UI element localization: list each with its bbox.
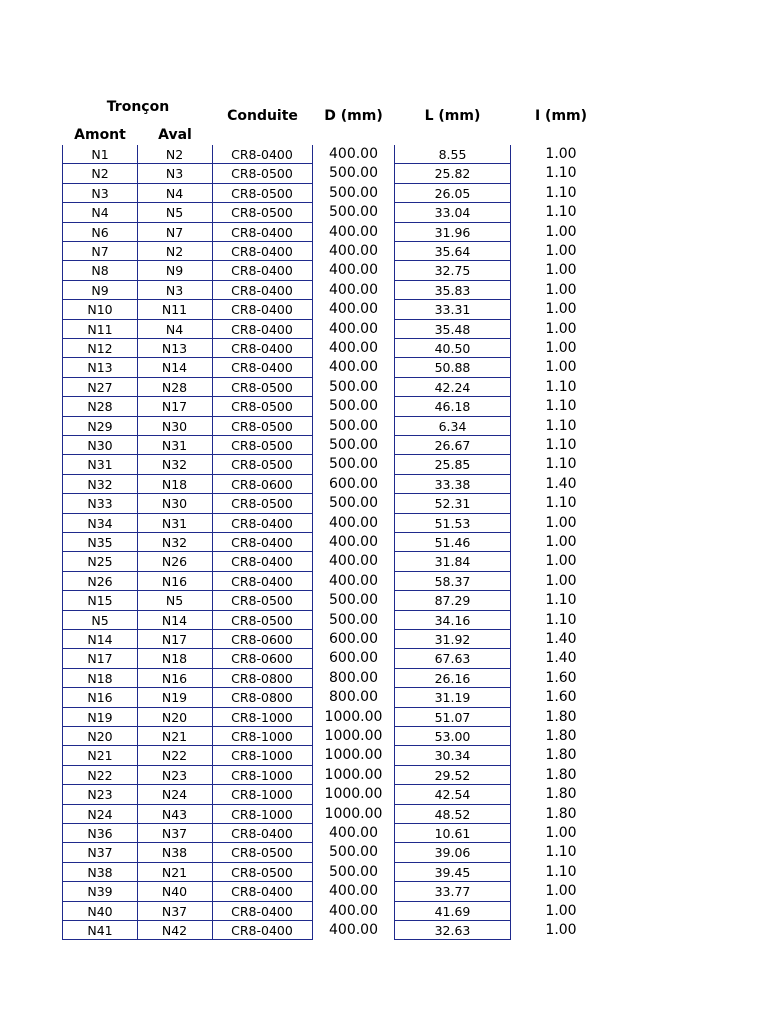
cell-aval: N28 (137, 378, 213, 397)
cell-amont: N32 (62, 475, 138, 494)
cell-l: 35.48 (394, 320, 511, 339)
cell-l: 46.18 (394, 397, 511, 416)
cell-l: 42.54 (394, 785, 511, 804)
cell-i: 1.40 (545, 631, 577, 647)
cell-l: 25.85 (394, 455, 511, 474)
cell-conduite: CR8-0400 (212, 242, 313, 261)
cell-aval: N18 (137, 649, 213, 668)
cell-aval: N4 (137, 320, 213, 339)
header-aval: Aval (158, 127, 192, 143)
cell-amont: N10 (62, 300, 138, 319)
cell-amont: N34 (62, 514, 138, 533)
cell-i: 1.00 (545, 534, 577, 550)
cell-d: 400.00 (329, 922, 378, 938)
header-l: L (mm) (424, 108, 481, 124)
table-row (0, 417, 768, 436)
cell-l: 42.24 (394, 378, 511, 397)
cell-i: 1.80 (545, 747, 577, 764)
table-row (0, 921, 768, 940)
cell-i: 1.00 (545, 553, 577, 570)
header-troncon: Tronçon (106, 99, 170, 115)
cell-conduite: CR8-0400 (212, 223, 313, 242)
cell-i: 1.80 (545, 708, 577, 725)
table-row (0, 863, 768, 882)
cell-amont: N31 (62, 455, 138, 474)
cell-conduite: CR8-0500 (212, 164, 313, 183)
cell-i: 1.80 (545, 805, 577, 822)
cell-l: 26.67 (394, 436, 511, 455)
cell-d: 400.00 (329, 320, 378, 337)
cell-conduite: CR8-1000 (212, 727, 313, 746)
cell-d: 500.00 (329, 165, 378, 182)
cell-aval: N38 (137, 843, 213, 862)
table-row (0, 494, 768, 513)
cell-d: 500.00 (329, 437, 378, 453)
cell-i: 1.10 (545, 204, 577, 221)
cell-l: 67.63 (394, 649, 511, 668)
cell-conduite: CR8-0500 (212, 843, 313, 862)
cell-d: 500.00 (329, 592, 378, 609)
cell-amont: N17 (62, 649, 138, 668)
cell-l: 48.52 (394, 805, 511, 824)
cell-aval: N22 (137, 746, 213, 765)
cell-amont: N3 (62, 184, 138, 203)
cell-l: 33.38 (394, 475, 511, 494)
header-conduite: Conduite (227, 108, 298, 124)
table-row (0, 824, 768, 843)
cell-i: 1.00 (545, 320, 577, 337)
cell-i: 1.00 (545, 825, 577, 841)
cell-d: 500.00 (329, 378, 378, 395)
cell-d: 500.00 (329, 456, 378, 473)
cell-amont: N40 (62, 902, 138, 921)
cell-d: 400.00 (329, 340, 378, 356)
cell-conduite: CR8-1000 (212, 746, 313, 765)
cell-l: 40.50 (394, 339, 511, 358)
cell-d: 800.00 (329, 689, 378, 706)
cell-d: 400.00 (329, 359, 378, 376)
cell-d: 400.00 (329, 553, 378, 570)
cell-i: 1.40 (545, 650, 577, 667)
cell-aval: N37 (137, 902, 213, 921)
cell-aval: N23 (137, 766, 213, 785)
cell-d: 500.00 (329, 417, 378, 434)
cell-i: 1.10 (545, 592, 577, 609)
table-row (0, 843, 768, 862)
cell-amont: N9 (62, 281, 138, 300)
cell-i: 1.60 (545, 669, 577, 686)
cell-amont: N24 (62, 805, 138, 824)
cell-i: 1.10 (545, 495, 577, 512)
table-row (0, 261, 768, 280)
cell-aval: N14 (137, 611, 213, 630)
cell-l: 31.84 (394, 552, 511, 571)
cell-l: 29.52 (394, 766, 511, 785)
cell-amont: N41 (62, 921, 138, 940)
table-row (0, 688, 768, 707)
cell-l: 33.77 (394, 882, 511, 901)
cell-d: 500.00 (329, 495, 378, 512)
table-row (0, 223, 768, 242)
cell-amont: N11 (62, 320, 138, 339)
cell-i: 1.00 (545, 340, 577, 356)
cell-l: 10.61 (394, 824, 511, 843)
cell-aval: N32 (137, 533, 213, 552)
cell-aval: N40 (137, 882, 213, 901)
cell-l: 26.16 (394, 669, 511, 688)
cell-i: 1.10 (545, 611, 577, 628)
header-i: I (mm) (534, 108, 588, 124)
cell-d: 1000.00 (324, 728, 383, 744)
cell-conduite: CR8-0500 (212, 378, 313, 397)
cell-d: 600.00 (329, 631, 378, 647)
cell-conduite: CR8-0400 (212, 882, 313, 901)
table-row (0, 902, 768, 921)
table-row (0, 805, 768, 824)
cell-amont: N22 (62, 766, 138, 785)
cell-d: 1000.00 (324, 747, 383, 764)
cell-l: 58.37 (394, 572, 511, 591)
cell-l: 51.46 (394, 533, 511, 552)
cell-d: 400.00 (329, 281, 378, 298)
cell-l: 31.19 (394, 688, 511, 707)
cell-d: 400.00 (329, 301, 378, 318)
cell-aval: N13 (137, 339, 213, 358)
cell-i: 1.00 (545, 262, 577, 279)
cell-aval: N11 (137, 300, 213, 319)
cell-amont: N29 (62, 417, 138, 436)
cell-conduite: CR8-1000 (212, 708, 313, 727)
cell-aval: N3 (137, 281, 213, 300)
cell-amont: N13 (62, 358, 138, 377)
cell-d: 1000.00 (324, 786, 383, 803)
cell-d: 400.00 (329, 514, 378, 531)
table-row (0, 242, 768, 261)
cell-d: 500.00 (329, 611, 378, 628)
cell-d: 400.00 (329, 146, 378, 162)
cell-conduite: CR8-0400 (212, 320, 313, 339)
cell-amont: N8 (62, 261, 138, 280)
cell-l: 30.34 (394, 746, 511, 765)
table-row (0, 533, 768, 552)
cell-l: 31.92 (394, 630, 511, 649)
cell-amont: N38 (62, 863, 138, 882)
cell-d: 400.00 (329, 243, 378, 259)
cell-l: 35.83 (394, 281, 511, 300)
cell-amont: N12 (62, 339, 138, 358)
cell-amont: N39 (62, 882, 138, 901)
table-row (0, 669, 768, 688)
table-row (0, 320, 768, 339)
cell-i: 1.10 (545, 184, 577, 201)
cell-conduite: CR8-0500 (212, 184, 313, 203)
cell-conduite: CR8-0800 (212, 688, 313, 707)
cell-i: 1.00 (545, 146, 577, 162)
cell-conduite: CR8-0400 (212, 552, 313, 571)
table-row (0, 708, 768, 727)
cell-d: 600.00 (329, 650, 378, 667)
table-row (0, 572, 768, 591)
cell-aval: N32 (137, 455, 213, 474)
cell-amont: N1 (62, 145, 138, 164)
cell-l: 41.69 (394, 902, 511, 921)
cell-amont: N37 (62, 843, 138, 862)
cell-conduite: CR8-0400 (212, 514, 313, 533)
cell-aval: N30 (137, 417, 213, 436)
table-row (0, 164, 768, 183)
table-row (0, 145, 768, 164)
cell-i: 1.00 (545, 514, 577, 531)
cell-conduite: CR8-0500 (212, 591, 313, 610)
cell-aval: N21 (137, 727, 213, 746)
cell-i: 1.00 (545, 902, 577, 919)
cell-l: 53.00 (394, 727, 511, 746)
cell-d: 400.00 (329, 902, 378, 919)
cell-l: 32.63 (394, 921, 511, 940)
cell-l: 34.16 (394, 611, 511, 630)
cell-d: 500.00 (329, 184, 378, 201)
header-amont: Amont (74, 127, 126, 143)
cell-aval: N20 (137, 708, 213, 727)
cell-aval: N18 (137, 475, 213, 494)
cell-amont: N20 (62, 727, 138, 746)
cell-amont: N30 (62, 436, 138, 455)
cell-aval: N43 (137, 805, 213, 824)
cell-aval: N31 (137, 436, 213, 455)
cell-l: 6.34 (394, 417, 511, 436)
cell-amont: N33 (62, 494, 138, 513)
cell-conduite: CR8-0400 (212, 572, 313, 591)
cell-i: 1.40 (545, 475, 577, 492)
cell-amont: N15 (62, 591, 138, 610)
cell-aval: N4 (137, 184, 213, 203)
table-row (0, 727, 768, 746)
table-row (0, 397, 768, 416)
header-d: D (mm) (324, 108, 383, 124)
cell-conduite: CR8-0500 (212, 436, 313, 455)
cell-l: 39.06 (394, 843, 511, 862)
cell-i: 1.00 (545, 243, 577, 259)
table-row (0, 746, 768, 765)
cell-amont: N23 (62, 785, 138, 804)
cell-i: 1.10 (545, 417, 577, 434)
cell-conduite: CR8-0500 (212, 611, 313, 630)
cell-conduite: CR8-0600 (212, 475, 313, 494)
cell-d: 500.00 (329, 863, 378, 880)
cell-aval: N30 (137, 494, 213, 513)
cell-l: 32.75 (394, 261, 511, 280)
cell-conduite: CR8-0400 (212, 281, 313, 300)
table-row (0, 358, 768, 377)
cell-i: 1.60 (545, 689, 577, 706)
cell-aval: N24 (137, 785, 213, 804)
cell-i: 1.00 (545, 301, 577, 318)
cell-conduite: CR8-0500 (212, 203, 313, 222)
cell-conduite: CR8-0600 (212, 630, 313, 649)
table-row (0, 630, 768, 649)
cell-d: 400.00 (329, 534, 378, 550)
cell-amont: N35 (62, 533, 138, 552)
cell-l: 26.05 (394, 184, 511, 203)
cell-amont: N2 (62, 164, 138, 183)
cell-l: 33.04 (394, 203, 511, 222)
cell-l: 8.55 (394, 145, 511, 164)
cell-aval: N17 (137, 397, 213, 416)
cell-amont: N36 (62, 824, 138, 843)
cell-d: 400.00 (329, 883, 378, 900)
cell-d: 1000.00 (324, 805, 383, 822)
cell-conduite: CR8-0400 (212, 921, 313, 940)
cell-aval: N3 (137, 164, 213, 183)
cell-l: 51.53 (394, 514, 511, 533)
cell-l: 35.64 (394, 242, 511, 261)
cell-d: 1000.00 (324, 708, 383, 725)
table-row (0, 514, 768, 533)
table-row (0, 436, 768, 455)
cell-i: 1.10 (545, 398, 577, 415)
cell-conduite: CR8-1000 (212, 766, 313, 785)
cell-i: 1.00 (545, 922, 577, 938)
cell-l: 31.96 (394, 223, 511, 242)
cell-conduite: CR8-0400 (212, 533, 313, 552)
table-row (0, 455, 768, 474)
cell-conduite: CR8-0400 (212, 358, 313, 377)
table-row (0, 766, 768, 785)
cell-aval: N14 (137, 358, 213, 377)
cell-d: 500.00 (329, 844, 378, 861)
cell-amont: N4 (62, 203, 138, 222)
cell-aval: N2 (137, 242, 213, 261)
cell-l: 33.31 (394, 300, 511, 319)
cell-l: 50.88 (394, 358, 511, 377)
cell-amont: N6 (62, 223, 138, 242)
cell-d: 1000.00 (324, 766, 383, 783)
cell-aval: N19 (137, 688, 213, 707)
cell-conduite: CR8-0500 (212, 417, 313, 436)
cell-d: 400.00 (329, 223, 378, 240)
cell-amont: N14 (62, 630, 138, 649)
table-row (0, 378, 768, 397)
cell-conduite: CR8-0800 (212, 669, 313, 688)
cell-amont: N21 (62, 746, 138, 765)
cell-conduite: CR8-0400 (212, 339, 313, 358)
table-row (0, 882, 768, 901)
cell-i: 1.00 (545, 883, 577, 900)
cell-i: 1.10 (545, 437, 577, 453)
cell-conduite: CR8-0400 (212, 902, 313, 921)
table-row (0, 475, 768, 494)
cell-i: 1.00 (545, 223, 577, 240)
cell-i: 1.10 (545, 456, 577, 473)
cell-amont: N5 (62, 611, 138, 630)
table-row (0, 785, 768, 804)
cell-conduite: CR8-0500 (212, 397, 313, 416)
cell-conduite: CR8-0500 (212, 494, 313, 513)
cell-aval: N37 (137, 824, 213, 843)
cell-aval: N5 (137, 203, 213, 222)
cell-i: 1.80 (545, 766, 577, 783)
cell-l: 25.82 (394, 164, 511, 183)
cell-i: 1.10 (545, 378, 577, 395)
cell-amont: N26 (62, 572, 138, 591)
cell-amont: N28 (62, 397, 138, 416)
cell-amont: N18 (62, 669, 138, 688)
cell-conduite: CR8-0400 (212, 261, 313, 280)
cell-d: 800.00 (329, 669, 378, 686)
cell-conduite: CR8-0600 (212, 649, 313, 668)
cell-conduite: CR8-0500 (212, 863, 313, 882)
table-row (0, 591, 768, 610)
cell-i: 1.80 (545, 786, 577, 803)
cell-amont: N19 (62, 708, 138, 727)
cell-aval: N9 (137, 261, 213, 280)
cell-aval: N16 (137, 669, 213, 688)
cell-amont: N16 (62, 688, 138, 707)
cell-l: 39.45 (394, 863, 511, 882)
cell-d: 400.00 (329, 262, 378, 279)
table-row (0, 649, 768, 668)
cell-d: 500.00 (329, 398, 378, 415)
cell-i: 1.10 (545, 844, 577, 861)
cell-conduite: CR8-0400 (212, 300, 313, 319)
cell-conduite: CR8-0400 (212, 145, 313, 164)
cell-amont: N27 (62, 378, 138, 397)
table-row (0, 611, 768, 630)
cell-aval: N5 (137, 591, 213, 610)
cell-conduite: CR8-0500 (212, 455, 313, 474)
cell-i: 1.80 (545, 728, 577, 744)
cell-conduite: CR8-1000 (212, 805, 313, 824)
cell-conduite: CR8-0400 (212, 824, 313, 843)
cell-i: 1.10 (545, 863, 577, 880)
table-row (0, 281, 768, 300)
cell-aval: N26 (137, 552, 213, 571)
table-row (0, 203, 768, 222)
table-row (0, 300, 768, 319)
table-row (0, 184, 768, 203)
table-row (0, 552, 768, 571)
cell-d: 400.00 (329, 825, 378, 841)
cell-l: 87.29 (394, 591, 511, 610)
cell-conduite: CR8-1000 (212, 785, 313, 804)
cell-aval: N16 (137, 572, 213, 591)
cell-aval: N21 (137, 863, 213, 882)
cell-l: 52.31 (394, 494, 511, 513)
cell-aval: N42 (137, 921, 213, 940)
cell-aval: N7 (137, 223, 213, 242)
cell-d: 500.00 (329, 204, 378, 221)
cell-l: 51.07 (394, 708, 511, 727)
table-row (0, 339, 768, 358)
cell-aval: N31 (137, 514, 213, 533)
cell-aval: N2 (137, 145, 213, 164)
cell-d: 400.00 (329, 572, 378, 589)
cell-i: 1.00 (545, 359, 577, 376)
cell-i: 1.00 (545, 572, 577, 589)
cell-amont: N7 (62, 242, 138, 261)
cell-i: 1.00 (545, 281, 577, 298)
cell-aval: N17 (137, 630, 213, 649)
cell-d: 600.00 (329, 475, 378, 492)
cell-amont: N25 (62, 552, 138, 571)
cell-i: 1.10 (545, 165, 577, 182)
